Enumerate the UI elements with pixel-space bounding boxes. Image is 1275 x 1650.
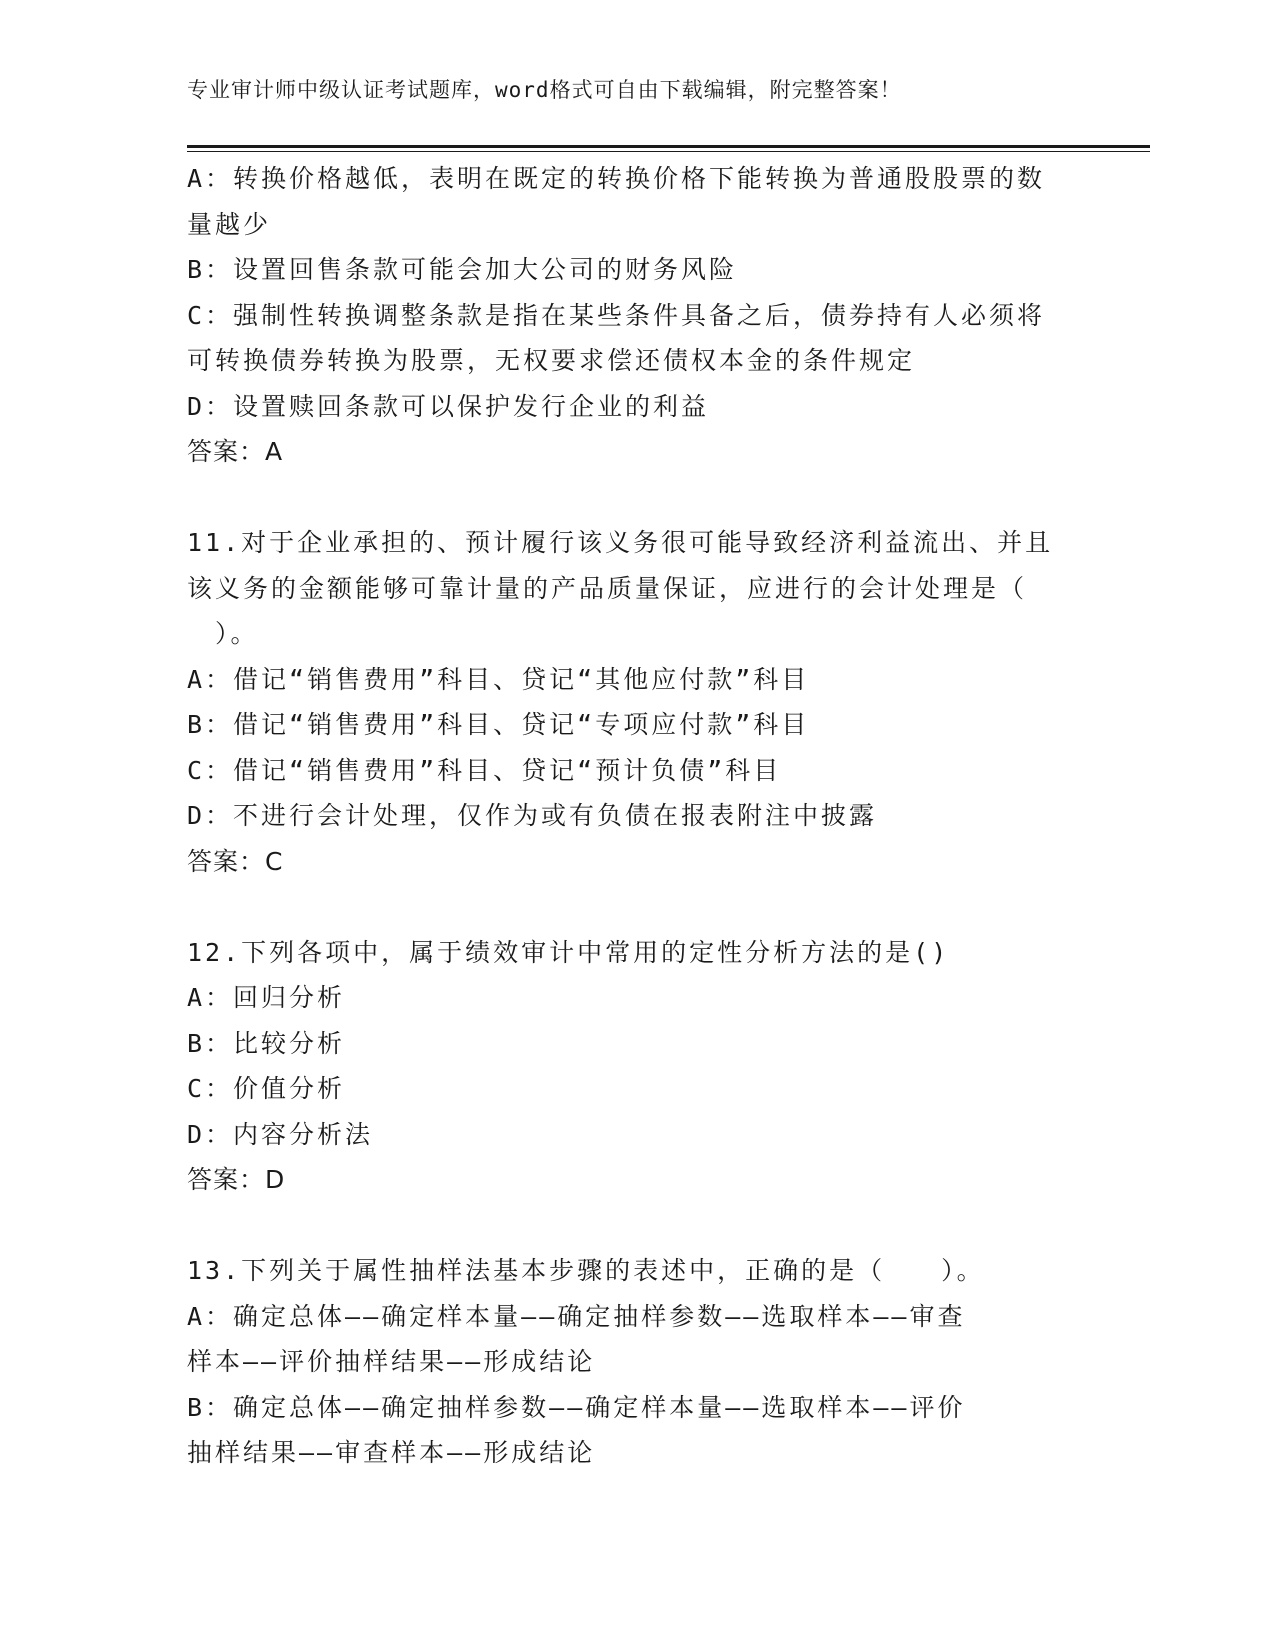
page-header: 专业审计师中级认证考试题库，word格式可自由下载编辑，附完整答案！	[187, 78, 902, 102]
question-block-11	[187, 520, 1067, 884]
option-line: D：不进行会计处理，仅作为或有负债在报表附注中披露	[187, 801, 878, 830]
option-line: B：设置回售条款可能会加大公司的财务风险	[187, 255, 738, 284]
header-rule-thin	[187, 151, 1150, 152]
answer-line: 答案：A	[187, 437, 284, 466]
option-line: A：借记“销售费用”科目、贷记“其他应付款”科目	[187, 664, 810, 694]
option-line: 样本——评价抽样结果——形成结论	[187, 1347, 596, 1376]
option-line: A：回归分析	[187, 983, 346, 1012]
option-line: D：内容分析法	[187, 1119, 374, 1149]
spacer	[187, 884, 1067, 930]
spacer	[187, 1203, 1067, 1249]
question-text: 12.下列各项中，属于绩效审计中常用的定性分析方法的是()	[187, 937, 950, 967]
question-text: ）。	[187, 619, 259, 648]
question-text: 13.下列关于属性抽样法基本步骤的表述中，正确的是（ ）。	[187, 1256, 985, 1285]
option-line: C：强制性转换调整条款是指在某些条件具备之后，债券持有人必须将	[187, 300, 1046, 330]
question-content	[187, 156, 1067, 1476]
option-line: B：借记“销售费用”科目、贷记“专项应付款”科目	[187, 710, 810, 739]
option-line: D：设置赎回条款可以保护发行企业的利益	[187, 391, 710, 421]
option-line: C：借记“销售费用”科目、贷记“预计负债”科目	[187, 755, 782, 785]
question-text: 11.对于企业承担的、预计履行该义务很可能导致经济利益流出、并且	[187, 528, 1054, 557]
spacer	[187, 475, 1067, 521]
question-block-12	[187, 930, 1067, 1203]
option-line: C：价值分析	[187, 1074, 346, 1103]
option-line: A：确定总体——确定样本量——确定抽样参数——选取样本——审查	[187, 1301, 966, 1331]
option-line: 抽样结果——审查样本——形成结论	[187, 1438, 596, 1467]
answer-line: 答案：D	[187, 1165, 286, 1194]
option-line: B：比较分析	[187, 1028, 346, 1058]
question-block-13	[187, 1248, 1067, 1476]
option-line: B：确定总体——确定抽样参数——确定样本量——选取样本——评价	[187, 1392, 966, 1422]
question-text: 该义务的金额能够可靠计量的产品质量保证，应进行的会计处理是（	[187, 573, 1028, 603]
answer-line: 答案：C	[187, 846, 284, 876]
option-line: 可转换债券转换为股票，无权要求偿还债权本金的条件规定	[187, 346, 916, 375]
option-line: 量越少	[187, 209, 272, 239]
header-rule-thick	[187, 145, 1150, 148]
option-line: A：转换价格越低，表明在既定的转换价格下能转换为普通股股票的数	[187, 164, 1046, 193]
question-block-10	[187, 156, 1067, 475]
